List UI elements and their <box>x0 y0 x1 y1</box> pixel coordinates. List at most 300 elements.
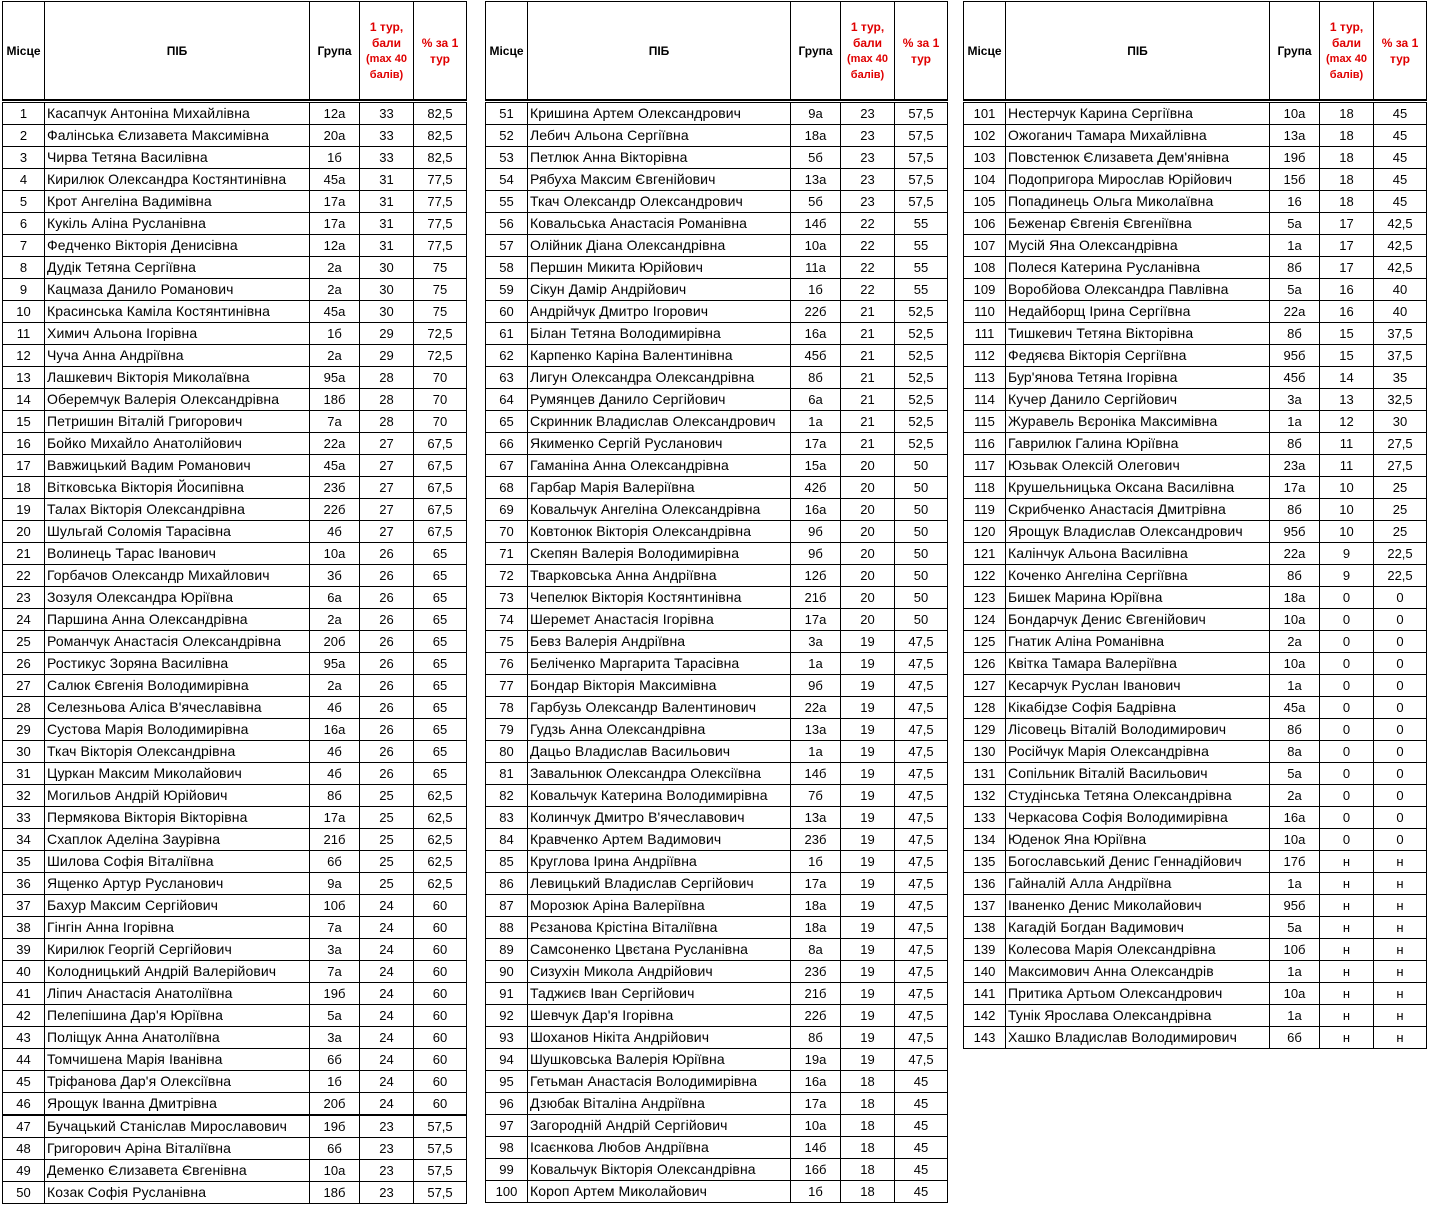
percent-cell: 65 <box>414 719 467 741</box>
percent-cell: 62,5 <box>414 807 467 829</box>
percent-cell: 32,5 <box>1374 389 1427 411</box>
group-cell: 19а <box>791 1049 841 1071</box>
score-cell: н <box>1320 873 1374 895</box>
place-cell: 108 <box>964 257 1006 279</box>
name-cell: Гетьман Анастасія Володимирівна <box>528 1071 791 1093</box>
table-row <box>3 543 467 565</box>
name-cell: Бучацький Станіслав Мирославович <box>45 1115 310 1138</box>
name-cell: Шевчук Дар'я Ігорівна <box>528 1005 791 1027</box>
score-cell: 18 <box>841 1093 895 1115</box>
score-cell: 20 <box>841 609 895 631</box>
group-cell: 22б <box>791 1005 841 1027</box>
score-cell: 25 <box>360 851 414 873</box>
group-cell: 14б <box>791 763 841 785</box>
score-cell: 31 <box>360 235 414 257</box>
header-score-line1: 1 тур, <box>850 19 885 34</box>
group-cell: 12а <box>310 103 360 125</box>
percent-cell: 65 <box>414 543 467 565</box>
score-cell: 18 <box>841 1137 895 1159</box>
table-row <box>486 301 948 323</box>
name-cell: Скрибченко Анастасія Дмитрівна <box>1006 499 1270 521</box>
percent-cell: 25 <box>1374 477 1427 499</box>
place-cell: 52 <box>486 125 528 147</box>
percent-cell: 45 <box>1374 125 1427 147</box>
name-cell: Пелепішина Дар'я Юріївна <box>45 1005 310 1027</box>
score-cell: 20 <box>841 521 895 543</box>
score-cell: 0 <box>1320 807 1374 829</box>
name-cell: Румянцев Данило Сергійович <box>528 389 791 411</box>
percent-cell: 50 <box>895 587 948 609</box>
percent-cell: 52,5 <box>895 367 948 389</box>
place-cell: 129 <box>964 719 1006 741</box>
table-row <box>964 895 1427 917</box>
group-cell: 3б <box>310 565 360 587</box>
table-row <box>3 719 467 741</box>
table-row <box>486 1049 948 1071</box>
percent-cell: 0 <box>1374 807 1427 829</box>
group-cell: 5а <box>1270 763 1320 785</box>
percent-cell: 50 <box>895 521 948 543</box>
group-cell: 95а <box>310 653 360 675</box>
percent-cell: 50 <box>895 455 948 477</box>
header-row <box>964 2 1427 101</box>
table-row <box>486 851 948 873</box>
place-cell: 16 <box>3 433 45 455</box>
name-cell: Скринник Владислав Олександрович <box>528 411 791 433</box>
name-cell: Дудік Тетяна Сергіївна <box>45 257 310 279</box>
group-cell: 13а <box>791 169 841 191</box>
score-cell: 26 <box>360 609 414 631</box>
percent-cell: 55 <box>895 279 948 301</box>
name-cell: Ліпич Анастасія Анатоліївна <box>45 983 310 1005</box>
percent-cell: 45 <box>1374 191 1427 213</box>
place-cell: 36 <box>3 873 45 895</box>
header-place: Місце <box>3 2 45 101</box>
place-cell: 140 <box>964 961 1006 983</box>
group-cell: 12а <box>310 235 360 257</box>
name-cell: Федченко Вікторія Денисівна <box>45 235 310 257</box>
name-cell: Юденок Яна Юріївна <box>1006 829 1270 851</box>
place-cell: 45 <box>3 1071 45 1093</box>
table-row <box>486 807 948 829</box>
score-cell: 24 <box>360 1071 414 1093</box>
place-cell: 54 <box>486 169 528 191</box>
place-cell: 3 <box>3 147 45 169</box>
name-cell: Лигун Олександра Олександрівна <box>528 367 791 389</box>
place-cell: 50 <box>3 1182 45 1204</box>
table-row <box>964 763 1427 785</box>
place-cell: 121 <box>964 543 1006 565</box>
group-cell: 9б <box>791 543 841 565</box>
group-cell: 1б <box>310 1071 360 1093</box>
place-cell: 21 <box>3 543 45 565</box>
table-row <box>486 169 948 191</box>
header-group: Група <box>791 2 841 101</box>
place-cell: 118 <box>964 477 1006 499</box>
percent-cell: 47,5 <box>895 807 948 829</box>
score-cell: 24 <box>360 1049 414 1071</box>
name-cell: Сопільник Віталій Васильович <box>1006 763 1270 785</box>
name-cell: Круглова Ірина Андріївна <box>528 851 791 873</box>
score-cell: 19 <box>841 1049 895 1071</box>
percent-cell: 70 <box>414 411 467 433</box>
percent-cell: 77,5 <box>414 191 467 213</box>
score-cell: 30 <box>360 279 414 301</box>
score-cell: 23 <box>841 169 895 191</box>
score-cell: 17 <box>1320 213 1374 235</box>
group-cell: 15а <box>791 455 841 477</box>
table-row <box>3 1182 467 1204</box>
table-row <box>486 675 948 697</box>
name-cell: Пермякова Вікторія Вікторівна <box>45 807 310 829</box>
group-cell: 16а <box>791 499 841 521</box>
table-row <box>964 851 1427 873</box>
name-cell: Ярощук Іванна Дмитрівна <box>45 1093 310 1116</box>
score-cell: 21 <box>841 345 895 367</box>
table-row <box>3 763 467 785</box>
score-cell: 23 <box>360 1160 414 1182</box>
place-cell: 8 <box>3 257 45 279</box>
table-row <box>486 983 948 1005</box>
place-cell: 40 <box>3 961 45 983</box>
place-cell: 28 <box>3 697 45 719</box>
score-cell: 19 <box>841 1027 895 1049</box>
place-cell: 9 <box>3 279 45 301</box>
name-cell: Деменко Єлизавета Євгенівна <box>45 1160 310 1182</box>
group-cell: 17а <box>791 433 841 455</box>
percent-cell: 47,5 <box>895 675 948 697</box>
name-cell: Нестерчук Карина Сергіївна <box>1006 103 1270 125</box>
table-row <box>3 1049 467 1071</box>
group-cell: 18а <box>791 125 841 147</box>
percent-cell: 25 <box>1374 521 1427 543</box>
group-cell: 13а <box>791 807 841 829</box>
group-cell: 16 <box>1270 191 1320 213</box>
table-row <box>3 499 467 521</box>
table-row <box>3 521 467 543</box>
percent-cell: 47,5 <box>895 1049 948 1071</box>
name-cell: Беженар Євгенія Євгеніївна <box>1006 213 1270 235</box>
score-cell: 25 <box>360 785 414 807</box>
group-cell: 16а <box>791 323 841 345</box>
table-row <box>486 1071 948 1093</box>
percent-cell: 47,5 <box>895 983 948 1005</box>
score-cell: 19 <box>841 807 895 829</box>
percent-cell: 77,5 <box>414 213 467 235</box>
score-cell: 18 <box>1320 191 1374 213</box>
name-cell: Самсоненко Цвєтана Русланівна <box>528 939 791 961</box>
percent-cell: 45 <box>895 1115 948 1137</box>
name-cell: Максимович Анна Олександрів <box>1006 961 1270 983</box>
percent-cell: 65 <box>414 675 467 697</box>
percent-cell: 50 <box>895 543 948 565</box>
group-cell: 10а <box>310 543 360 565</box>
percent-cell: 57,5 <box>414 1138 467 1160</box>
name-cell: Кацмаза Данило Романович <box>45 279 310 301</box>
table-row <box>486 1093 948 1115</box>
percent-cell: 42,5 <box>1374 257 1427 279</box>
place-cell: 141 <box>964 983 1006 1005</box>
place-cell: 80 <box>486 741 528 763</box>
table-row <box>3 1115 467 1138</box>
place-cell: 111 <box>964 323 1006 345</box>
table-row <box>486 631 948 653</box>
table-row <box>486 543 948 565</box>
header-percent-line1: % за 1 <box>902 35 940 50</box>
table-row <box>3 917 467 939</box>
table-row <box>3 807 467 829</box>
name-cell: Зозуля Олександра Юріївна <box>45 587 310 609</box>
name-cell: Ісаєнкова Любов Андріївна <box>528 1137 791 1159</box>
name-cell: Петлюк Анна Вікторівна <box>528 147 791 169</box>
name-cell: Кесарчук Руслан Іванович <box>1006 675 1270 697</box>
place-cell: 137 <box>964 895 1006 917</box>
place-cell: 57 <box>486 235 528 257</box>
percent-cell: 45 <box>895 1093 948 1115</box>
place-cell: 123 <box>964 587 1006 609</box>
table-body <box>964 103 1427 1049</box>
place-cell: 19 <box>3 499 45 521</box>
table-row <box>3 675 467 697</box>
place-cell: 139 <box>964 939 1006 961</box>
name-cell: Бондар Вікторія Максимівна <box>528 675 791 697</box>
name-cell: Колодницький Андрій Валерійович <box>45 961 310 983</box>
table-row <box>486 125 948 147</box>
table-row <box>964 191 1427 213</box>
place-cell: 6 <box>3 213 45 235</box>
score-cell: 18 <box>1320 147 1374 169</box>
place-cell: 104 <box>964 169 1006 191</box>
group-cell: 17а <box>310 807 360 829</box>
place-cell: 51 <box>486 103 528 125</box>
percent-cell: 22,5 <box>1374 565 1427 587</box>
place-cell: 12 <box>3 345 45 367</box>
score-cell: 23 <box>841 125 895 147</box>
name-cell: Гнатик Аліна Романівна <box>1006 631 1270 653</box>
table-row <box>486 785 948 807</box>
name-cell: Чирва Тетяна Василівна <box>45 147 310 169</box>
percent-cell: н <box>1374 873 1427 895</box>
place-cell: 4 <box>3 169 45 191</box>
percent-cell: 47,5 <box>895 961 948 983</box>
group-cell: 4б <box>310 741 360 763</box>
header-name: ПІБ <box>45 2 310 101</box>
header-score-line2: бали <box>1331 35 1362 50</box>
group-cell: 6б <box>310 1138 360 1160</box>
table-row <box>486 433 948 455</box>
name-cell: Загородній Андрій Сергійович <box>528 1115 791 1137</box>
score-cell: 20 <box>841 587 895 609</box>
name-cell: Фалінська Єлизавета Максимівна <box>45 125 310 147</box>
place-cell: 20 <box>3 521 45 543</box>
place-cell: 99 <box>486 1159 528 1181</box>
place-cell: 29 <box>3 719 45 741</box>
group-cell: 4б <box>310 697 360 719</box>
table-row <box>964 697 1427 719</box>
group-cell: 95б <box>1270 521 1320 543</box>
percent-cell: 67,5 <box>414 433 467 455</box>
table-row <box>3 301 467 323</box>
place-cell: 97 <box>486 1115 528 1137</box>
group-cell: 7а <box>310 917 360 939</box>
percent-cell: 57,5 <box>414 1182 467 1204</box>
header-score <box>360 2 414 101</box>
score-cell: 0 <box>1320 675 1374 697</box>
header-place: Місце <box>486 2 528 101</box>
table-row <box>964 301 1427 323</box>
group-cell: 5а <box>310 1005 360 1027</box>
percent-cell: 60 <box>414 1071 467 1093</box>
group-cell: 10а <box>1270 103 1320 125</box>
place-cell: 94 <box>486 1049 528 1071</box>
place-cell: 131 <box>964 763 1006 785</box>
score-cell: 22 <box>841 257 895 279</box>
group-cell: 21б <box>791 587 841 609</box>
table-row <box>486 279 948 301</box>
table-row <box>3 1138 467 1160</box>
table-row <box>3 1093 467 1116</box>
name-cell: Завальнюк Олександра Олексіївна <box>528 763 791 785</box>
name-cell: Химич Альона Ігорівна <box>45 323 310 345</box>
place-cell: 10 <box>3 301 45 323</box>
name-cell: Ковальчук Катерина Володимирівна <box>528 785 791 807</box>
group-cell: 10а <box>1270 983 1320 1005</box>
score-cell: 0 <box>1320 741 1374 763</box>
percent-cell: 35 <box>1374 367 1427 389</box>
name-cell: Лашкевич Вікторія Миколаївна <box>45 367 310 389</box>
group-cell: 1б <box>791 1181 841 1203</box>
header-group: Група <box>310 2 360 101</box>
table-row <box>3 345 467 367</box>
score-cell: 31 <box>360 169 414 191</box>
score-cell: 18 <box>841 1071 895 1093</box>
group-cell: 9б <box>791 675 841 697</box>
table-row <box>3 367 467 389</box>
score-cell: 25 <box>360 807 414 829</box>
percent-cell: 47,5 <box>895 829 948 851</box>
score-cell: 11 <box>1320 455 1374 477</box>
name-cell: Левицький Владислав Сергійович <box>528 873 791 895</box>
table-row <box>3 653 467 675</box>
percent-cell: 62,5 <box>414 785 467 807</box>
place-cell: 93 <box>486 1027 528 1049</box>
percent-cell: 57,5 <box>414 1160 467 1182</box>
place-cell: 26 <box>3 653 45 675</box>
percent-cell: 47,5 <box>895 653 948 675</box>
table-row <box>964 785 1427 807</box>
score-cell: 22 <box>841 279 895 301</box>
name-cell: Крушельницька Оксана Василівна <box>1006 477 1270 499</box>
group-cell: 8б <box>310 785 360 807</box>
header-percent <box>1374 2 1427 101</box>
header-score-line1: 1 тур, <box>369 19 404 34</box>
percent-cell: 55 <box>895 235 948 257</box>
score-cell: 26 <box>360 675 414 697</box>
score-cell: 26 <box>360 653 414 675</box>
score-cell: 28 <box>360 367 414 389</box>
group-cell: 8б <box>1270 499 1320 521</box>
table-row <box>964 741 1427 763</box>
percent-cell: 22,5 <box>1374 543 1427 565</box>
place-cell: 1 <box>3 103 45 125</box>
name-cell: Чуча Анна Андріївна <box>45 345 310 367</box>
percent-cell: 57,5 <box>414 1115 467 1138</box>
group-cell: 8а <box>1270 741 1320 763</box>
header-score-line3: (max 40 <box>847 52 888 65</box>
score-cell: 18 <box>1320 169 1374 191</box>
place-cell: 136 <box>964 873 1006 895</box>
percent-cell: 27,5 <box>1374 455 1427 477</box>
table-row <box>964 829 1427 851</box>
percent-cell: 65 <box>414 565 467 587</box>
percent-cell: 0 <box>1374 587 1427 609</box>
place-cell: 101 <box>964 103 1006 125</box>
group-cell: 1а <box>1270 235 1320 257</box>
group-cell: 20б <box>310 1093 360 1116</box>
name-cell: Вавжицький Вадим Романович <box>45 455 310 477</box>
score-cell: 23 <box>360 1182 414 1204</box>
place-cell: 55 <box>486 191 528 213</box>
name-cell: Гаманіна Анна Олександрівна <box>528 455 791 477</box>
group-cell: 6б <box>310 851 360 873</box>
score-cell: 16 <box>1320 279 1374 301</box>
group-cell: 1а <box>1270 1005 1320 1027</box>
table-row <box>486 1027 948 1049</box>
table-row <box>486 521 948 543</box>
place-cell: 120 <box>964 521 1006 543</box>
table-row <box>486 653 948 675</box>
name-cell: Схаплок Аделіна Заурівна <box>45 829 310 851</box>
score-cell: 18 <box>841 1159 895 1181</box>
place-cell: 46 <box>3 1093 45 1116</box>
percent-cell: 45 <box>1374 147 1427 169</box>
score-cell: 0 <box>1320 587 1374 609</box>
place-cell: 63 <box>486 367 528 389</box>
percent-cell: 45 <box>895 1159 948 1181</box>
group-cell: 11а <box>791 257 841 279</box>
percent-cell: 72,5 <box>414 323 467 345</box>
place-cell: 70 <box>486 521 528 543</box>
score-cell: 27 <box>360 521 414 543</box>
score-cell: 20 <box>841 477 895 499</box>
name-cell: Петришин Віталій Григорович <box>45 411 310 433</box>
table-row <box>3 191 467 213</box>
place-cell: 87 <box>486 895 528 917</box>
place-cell: 128 <box>964 697 1006 719</box>
name-cell: Черкасова Софія Володимирівна <box>1006 807 1270 829</box>
group-cell: 2а <box>1270 631 1320 653</box>
percent-cell: 60 <box>414 939 467 961</box>
score-cell: 0 <box>1320 697 1374 719</box>
group-cell: 1б <box>310 147 360 169</box>
table-row <box>964 1027 1427 1049</box>
table-row <box>486 411 948 433</box>
group-cell: 16а <box>791 1071 841 1093</box>
percent-cell: н <box>1374 895 1427 917</box>
table-row <box>486 895 948 917</box>
header-percent-line1: % за 1 <box>421 35 459 50</box>
table-row <box>486 917 948 939</box>
place-cell: 71 <box>486 543 528 565</box>
group-cell: 45а <box>310 169 360 191</box>
table-row <box>964 609 1427 631</box>
table-row <box>964 543 1427 565</box>
table-row <box>3 323 467 345</box>
header-row <box>3 2 467 101</box>
percent-cell: 65 <box>414 653 467 675</box>
place-cell: 66 <box>486 433 528 455</box>
place-cell: 126 <box>964 653 1006 675</box>
